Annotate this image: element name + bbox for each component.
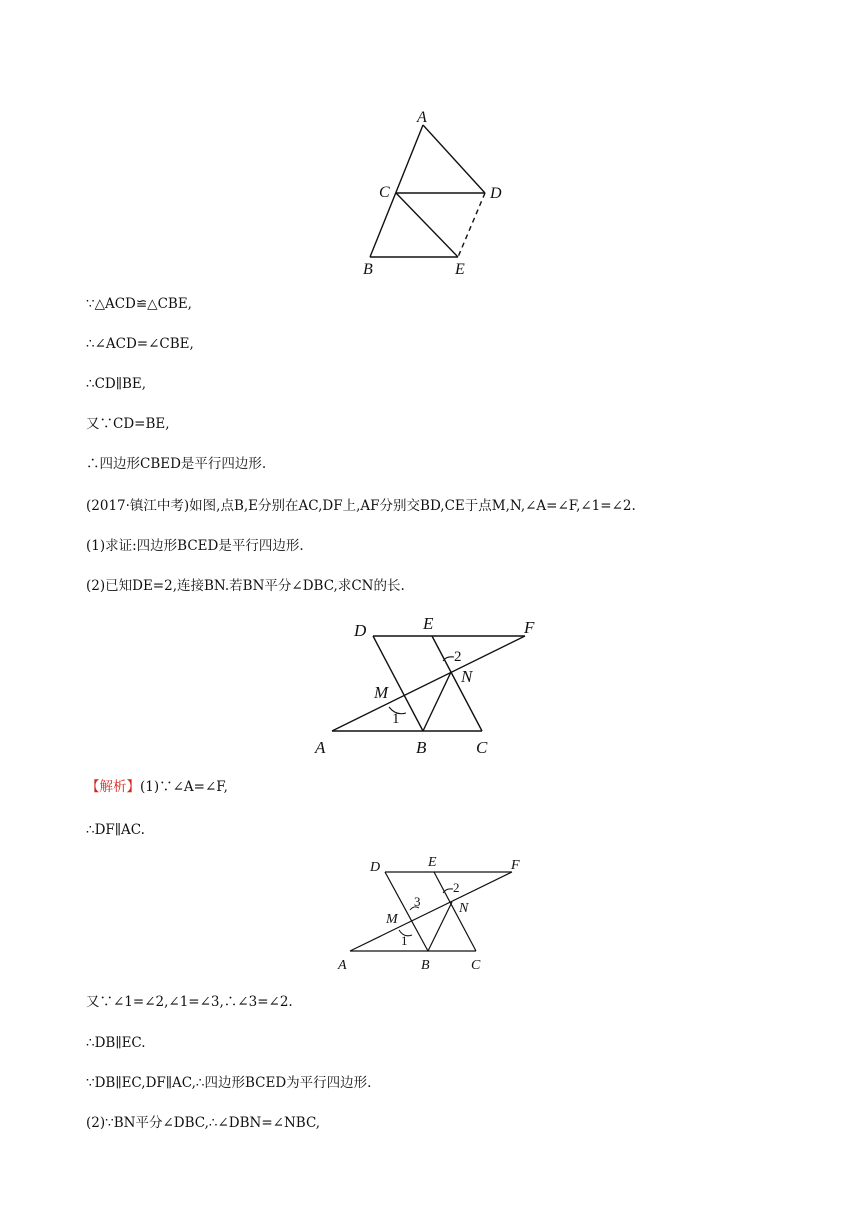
- text-line: ∵DB∥EC,DF∥AC,∴四边形BCED为平行四边形.: [86, 1075, 372, 1091]
- label-f: F: [524, 618, 535, 637]
- text-line: ∴DB∥EC.: [86, 1035, 146, 1051]
- text-line: ∴CD∥BE,: [86, 376, 147, 392]
- text-line: 又∵∠1=∠2,∠1=∠3,∴∠3=∠2.: [86, 994, 293, 1010]
- segment-af: [350, 872, 512, 951]
- segment-bn: [428, 902, 452, 951]
- label-m: M: [386, 912, 398, 927]
- text-line: ∴∠ACD=∠CBE,: [86, 336, 194, 352]
- label-c: C: [471, 958, 481, 973]
- label-e: E: [428, 855, 437, 870]
- label-d: D: [490, 185, 502, 202]
- segment-de-dashed: [458, 193, 485, 257]
- label-angle-2: 2: [453, 880, 460, 895]
- label-e: E: [455, 261, 465, 278]
- text-line: ∵△ACD≌△CBE,: [86, 296, 192, 312]
- label-n: N: [459, 901, 469, 916]
- segment-ad: [423, 125, 485, 193]
- label-c: C: [379, 184, 390, 201]
- solution-line-2: ∴DF∥AC.: [86, 822, 145, 838]
- text-line: 又∵CD=BE,: [86, 416, 170, 432]
- label-a: A: [417, 109, 427, 126]
- label-b: B: [416, 738, 427, 757]
- label-c: C: [476, 738, 488, 757]
- label-m: M: [374, 683, 389, 702]
- figure-solution-parallelogram: [330, 850, 535, 975]
- segment-ab: [370, 125, 423, 257]
- label-angle-3: 3: [414, 894, 421, 909]
- label-b: B: [363, 261, 373, 278]
- figure-triangle-parallelogram: [360, 105, 520, 280]
- problem-part-1: (1)求证:四边形BCED是平行四边形.: [86, 538, 304, 554]
- solution-line-1: [86, 778, 228, 796]
- label-n: N: [461, 667, 473, 686]
- label-angle-1: 1: [392, 711, 400, 727]
- label-d: D: [370, 860, 381, 875]
- solution-text: (1)∵∠A=∠F,: [140, 779, 228, 795]
- figure-problem-parallelogram: [310, 612, 550, 762]
- problem-statement: (2017·镇江中考)如图,点B,E分别在AC,DF上,AF分别交BD,CE于点M,N,∠A=∠F,∠1=∠2.: [86, 498, 636, 514]
- text-line: (2)∵BN平分∠DBC,∴∠DBN=∠NBC,: [86, 1115, 321, 1131]
- label-e: E: [423, 614, 434, 633]
- label-d: D: [354, 621, 367, 640]
- text-line: ∴四边形CBED是平行四边形.: [86, 456, 267, 472]
- label-b: B: [421, 958, 430, 973]
- segment-bn: [423, 672, 451, 731]
- label-a: A: [315, 738, 326, 757]
- solution-tag: 【解析】: [86, 779, 140, 795]
- segment-af: [332, 636, 525, 731]
- label-f: F: [511, 858, 520, 873]
- segment-ce: [396, 193, 458, 257]
- label-angle-2: 2: [454, 649, 462, 665]
- problem-part-2: (2)已知DE=2,连接BN.若BN平分∠DBC,求CN的长.: [86, 578, 405, 594]
- label-a: A: [338, 958, 347, 973]
- label-angle-1: 1: [401, 933, 408, 948]
